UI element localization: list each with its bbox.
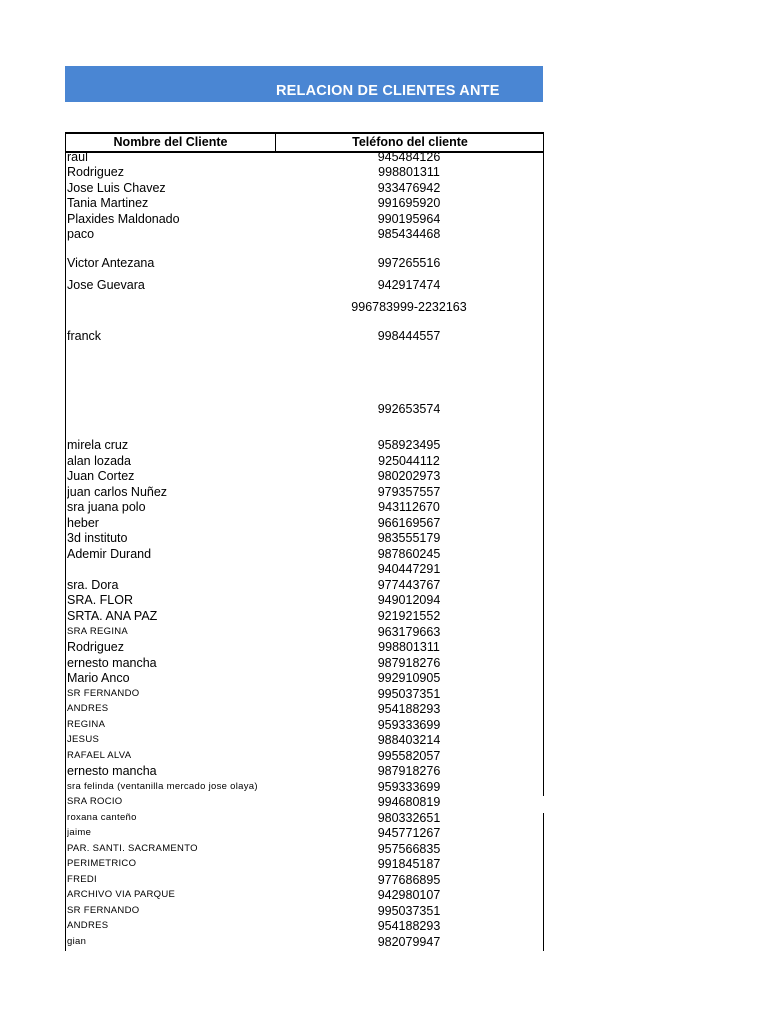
client-name-cell: mirela cruz [67,438,129,452]
client-phone-cell: 987860245 [377,547,441,561]
table-row [66,149,544,165]
table-row [66,211,544,227]
table-row [66,577,544,593]
client-phone-cell: 991695920 [377,196,441,210]
client-phone-cell: 992910905 [377,671,441,685]
page-title: RELACION DE CLIENTES ANTE [276,83,500,99]
table-row [66,872,544,888]
client-phone-cell: 998444557 [377,329,441,343]
table-row [66,437,544,453]
table-row [66,592,544,608]
client-name-cell: Jose Guevara [67,278,145,292]
client-name-cell: heber [67,516,99,530]
client-name-cell: REGINA [67,719,106,730]
client-phone-cell: 957566835 [377,842,441,856]
table-row [66,903,544,919]
table-row [66,856,544,872]
client-phone-cell: 942980107 [377,888,441,902]
client-name-cell: ANDRES [67,920,109,931]
client-phone-cell: 966169567 [377,516,441,530]
table-row [66,670,544,686]
client-name-cell [67,299,275,315]
table-row [66,732,544,748]
client-name-cell: Juan Cortez [67,469,135,483]
client-name-cell: JESUS [67,734,100,745]
client-name-cell: Victor Antezana [67,256,155,270]
table-row [66,468,544,484]
client-phone-cell: 995582057 [377,749,441,763]
table-row [66,918,544,934]
client-phone-cell: 949012094 [377,593,441,607]
client-name-cell: alan lozada [67,454,131,468]
client-name-cell: raul [67,150,88,164]
client-phone-cell: 996783999-2232163 [351,300,467,314]
table-row [66,608,544,624]
client-name-cell [67,561,275,577]
client-name-cell: franck [67,329,102,343]
table-row [66,195,544,211]
table-row [66,328,544,344]
title-banner [65,66,543,102]
client-phone-cell: 980202973 [377,469,441,483]
client-name-cell: 3d instituto [67,531,128,545]
table-row [66,624,544,640]
table-row [66,255,544,271]
client-phone-cell: 995037351 [377,687,441,701]
table-row [66,401,544,417]
client-phone-cell: 958923495 [377,438,441,452]
client-phone-cell: 979357557 [377,485,441,499]
client-phone-cell: 954188293 [377,919,441,933]
client-phone-cell: 995037351 [377,904,441,918]
client-name-cell: Rodriguez [67,640,124,654]
client-name-cell: ARCHIVO VIA PARQUE [67,889,176,900]
client-phone-cell: 998801311 [378,165,440,179]
client-phone-cell: 985434468 [377,227,441,241]
client-phone-cell: 987918276 [377,656,441,670]
client-name-cell: Ademir Durand [67,547,152,561]
client-name-cell: ernesto mancha [67,656,157,670]
client-name-cell: SRA ROCIO [67,796,123,807]
table-row [66,530,544,546]
client-phone-cell: 988403214 [377,733,441,747]
client-phone-cell: 987918276 [377,764,441,778]
table-row [66,810,544,826]
client-phone-cell: 925044112 [378,454,440,468]
client-phone-cell: 942917474 [377,278,441,292]
column-header-phone: Teléfono del cliente [352,135,468,149]
table-row [66,639,544,655]
client-phone-cell: 977443767 [377,578,441,592]
table-row [66,887,544,903]
client-phone-cell: 933476942 [377,181,441,195]
client-phone-cell: 998801311 [378,640,440,654]
client-name-cell: SRTA. ANA PAZ [67,609,158,623]
client-name-cell: SR FERNANDO [67,688,140,699]
table-row [66,748,544,764]
client-phone-cell: 945771267 [377,826,441,840]
client-name-cell: RAFAEL ALVA [67,750,132,761]
client-phone-cell: 945484126 [377,150,441,164]
table-row [66,717,544,733]
client-name-cell: juan carlos Nuñez [67,485,168,499]
client-name-cell: Tania Martinez [67,196,149,210]
table-row [66,499,544,515]
table-row [66,794,544,810]
client-name-cell: gian [67,936,87,947]
client-phone-cell: 997265516 [377,256,441,270]
table-row [66,515,544,531]
client-name-cell: Rodriguez [67,165,124,179]
clients-table [65,132,545,951]
table-row [66,779,544,795]
table-row [66,277,544,293]
table-row [66,180,544,196]
client-phone-cell: 982079947 [377,935,441,949]
client-phone-cell: 940447291 [377,562,441,576]
client-phone-cell: 990195964 [377,212,441,226]
client-phone-cell: 983555179 [377,531,441,545]
client-phone-cell: 954188293 [377,702,441,716]
table-row [66,686,544,702]
table-row [66,546,544,562]
client-name-cell: ANDRES [67,703,109,714]
client-phone-cell: 963179663 [377,625,441,639]
client-phone-cell: 959333699 [377,780,441,794]
client-name-cell: sra. Dora [67,578,119,592]
client-name-cell: Jose Luis Chavez [67,181,166,195]
client-name-cell: Mario Anco [67,671,130,685]
client-name-cell: paco [67,227,95,241]
table-row [66,825,544,841]
client-name-cell: roxana canteño [67,812,137,823]
table-row [66,484,544,500]
client-phone-cell: 977686895 [377,873,441,887]
table-row [66,164,544,180]
table-row [66,453,544,469]
table-row [66,655,544,671]
client-name-cell: sra felinda (ventanilla mercado jose olaya) [67,781,258,792]
table-row [66,299,544,315]
client-phone-cell: 959333699 [377,718,441,732]
client-name-cell: Plaxides Maldonado [67,212,180,226]
client-name-cell: jaime [67,827,92,838]
table-row [66,841,544,857]
table-row [66,763,544,779]
client-phone-cell: 994680819 [377,795,441,809]
client-name-cell: PAR. SANTI. SACRAMENTO [67,843,198,854]
client-phone-cell: 921921552 [377,609,441,623]
client-name-cell: SRA REGINA [67,626,129,637]
column-header-name: Nombre del Cliente [113,135,228,149]
client-name-cell: PERIMETRICO [67,858,137,869]
client-name-cell: SRA. FLOR [67,593,133,607]
client-phone-cell: 980332651 [377,811,441,825]
client-name-cell: sra juana polo [67,500,146,514]
client-phone-cell: 991845187 [377,857,441,871]
table-row [66,701,544,717]
table-row [66,934,544,950]
client-name-cell: FREDI [67,874,97,885]
client-name-cell: ernesto mancha [67,764,157,778]
client-name-cell [67,401,275,417]
client-phone-cell: 943112670 [378,500,440,514]
table-row [66,226,544,242]
client-phone-cell: 992653574 [377,402,441,416]
table-row [66,561,544,577]
client-name-cell: SR FERNANDO [67,905,140,916]
